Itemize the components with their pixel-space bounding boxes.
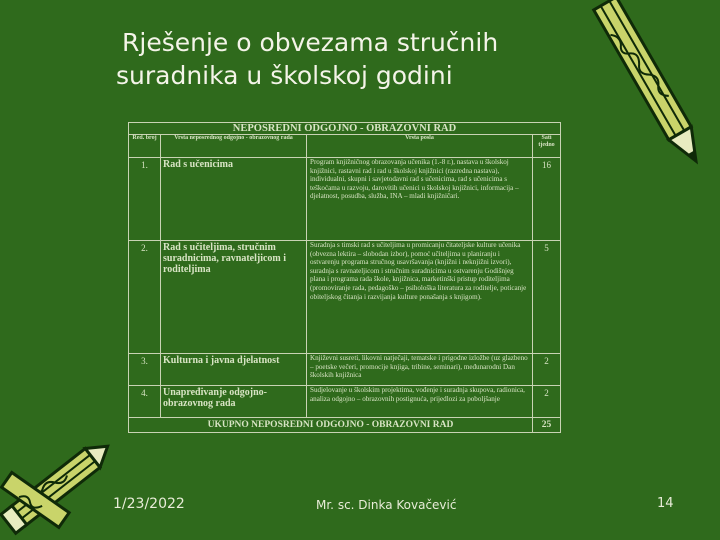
- work-area: Rad s učiteljima, stručnim suradnicima, ravnateljicom i roditeljima: [161, 241, 307, 354]
- slide-title-line1: Rješenje o obvezama stručnih: [122, 28, 499, 57]
- column-header: Red. broj: [129, 135, 161, 158]
- work-area: Unapređivanje odgojno-obrazovnog rada: [161, 386, 307, 418]
- weekly-hours: 2: [533, 386, 561, 418]
- row-number: 1.: [129, 158, 161, 241]
- column-header: Sati tjedno: [533, 135, 561, 158]
- work-description: Suradnja s timski rad s učiteljima u promicanju čitateljske kulture učenika (obvezna lektira – slobodan izbor), pomoć učiteljima u planiranju i ostvarenju programa stručnog usavršavanja (knjižni i neknjižni izvori), suradnja s ravnateljicom i stručnim suradnicima u ostvarenju Godišnjeg plana i programa rada škole, knjižnica, marketinški pristup roditeljima (promoviranje rada, pedagoško – psihološka literatura za roditelje, poticanje obiteljskog čitanja i razvijanja kulture ponašanja s knjigom).: [307, 241, 533, 354]
- footer-author: Mr. sc. Dinka Kovačević: [316, 498, 457, 512]
- column-header: Vrsta posla: [307, 135, 533, 158]
- obligations-table: [128, 122, 560, 433]
- table-row: [129, 158, 561, 241]
- row-number: 2.: [129, 241, 161, 354]
- table-main-header: NEPOSREDNI ODGOJNO - OBRAZOVNI RAD: [129, 123, 561, 135]
- work-description: Program knjižničnog obrazovanja učenika (1.-8 r.), nastava u školskoj knjižnici, rastavni rad i rad u školskoj knjižnici (razredna nastava), individualni, skupni i savjetodavni rad s učenicima, rad s učenicima s teškoćama u razvoju, darovitih učenici u školskoj knjižnici, informacija – djelatnost, posudba, služba, INA – mladi knjižničari.: [307, 158, 533, 241]
- column-header: Vrsta neposrednog odgojno - obrazovnog rada: [161, 135, 307, 158]
- footer-date: 1/23/2022: [113, 496, 185, 512]
- table-row: [129, 386, 561, 418]
- slide-title: [116, 26, 636, 92]
- work-area: Rad s učenicima: [161, 158, 307, 241]
- pencil-bottom-icon: [0, 432, 120, 540]
- weekly-hours: 2: [533, 354, 561, 386]
- total-label: UKUPNO NEPOSREDNI ODGOJNO - OBRAZOVNI RAD: [129, 418, 533, 433]
- work-description: Književni susreti, likovni natječaji, tematske i prigodne izložbe (uz glazbeno – poetske večeri, promocije knjiga, tribine, seminari), međunarodni Dan školskih knjižnica: [307, 354, 533, 386]
- total-row: [129, 418, 561, 433]
- weekly-hours: 16: [533, 158, 561, 241]
- weekly-hours: 5: [533, 241, 561, 354]
- slide-title-line2: suradnika u školskoj godini: [116, 61, 453, 90]
- total-hours: 25: [533, 418, 561, 433]
- row-number: 3.: [129, 354, 161, 386]
- work-area: Kulturna i javna djelatnost: [161, 354, 307, 386]
- table-row: [129, 354, 561, 386]
- row-number: 4.: [129, 386, 161, 418]
- table-row: [129, 241, 561, 354]
- work-description: Sudjelovanje u školskim projektima, vođenje i suradnja skupova, radionica, analiza odgojno – obrazovnih postignuća, prijedlozi za poboljšanje: [307, 386, 533, 418]
- slide-number: 14: [657, 496, 674, 511]
